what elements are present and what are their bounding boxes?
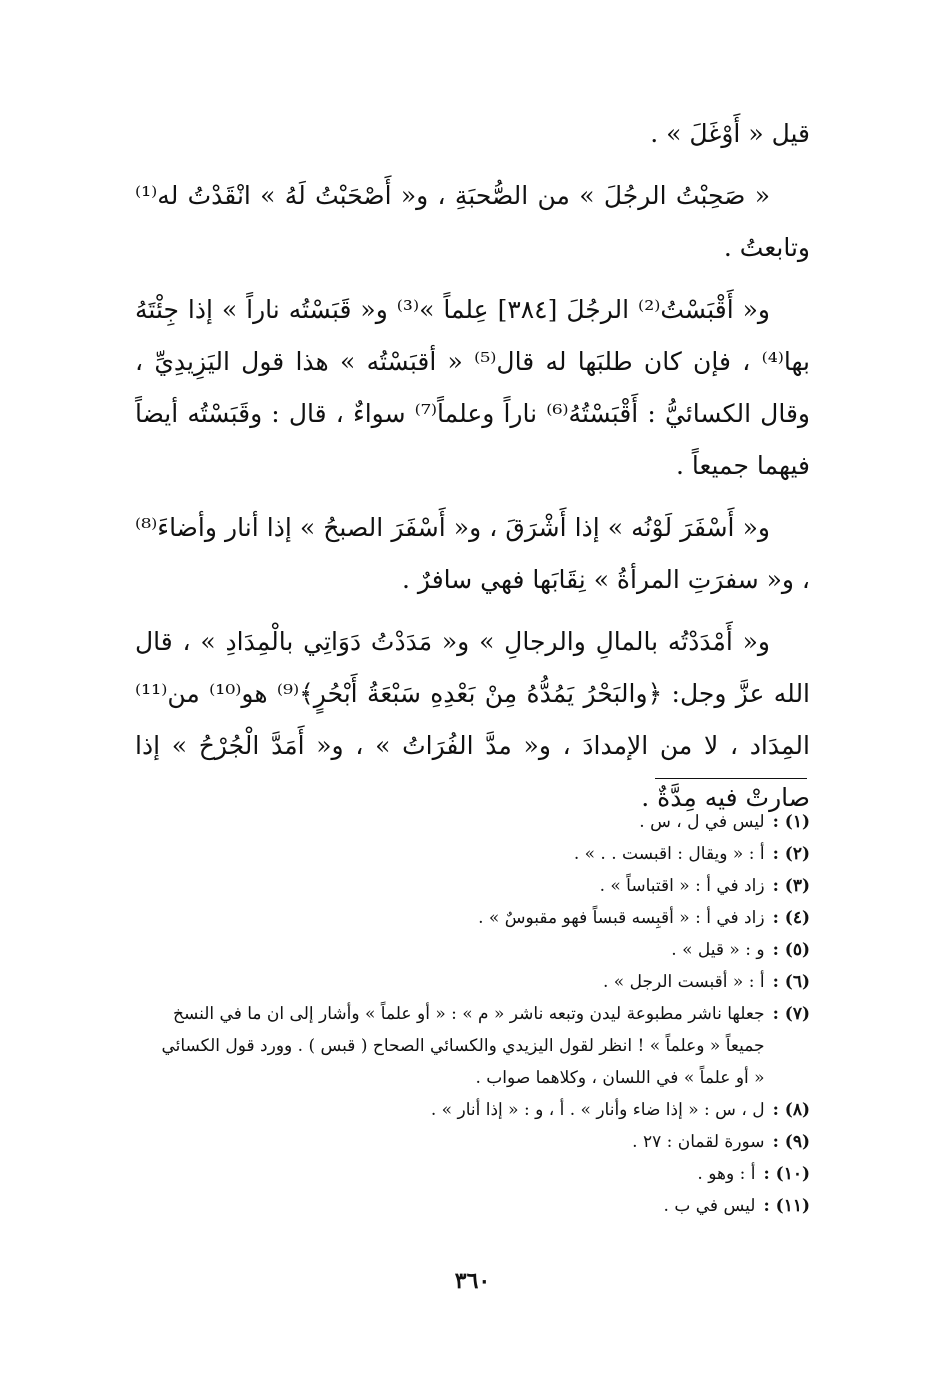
footnote-8 [150,1094,810,1126]
footnote-divider [655,778,807,779]
footnote-7 [150,998,810,1094]
footnote-6 [150,966,810,998]
paragraph-4: و« أَسْفَرَ لَوْنُه » إذا أَشْرَقَ ، و« أَسْفَرَ الصبحُ » إذا أنار وأضاءَ⁽⁸⁾ ، و« سفرَتِ المرأةُ » نِقَابَها فهي سافرٌ . [135,513,810,594]
footnote-number: (١) : [772,812,810,832]
footnote-number: (٩) : [772,1132,810,1152]
footnote-text: ليس في ب . [663,1196,756,1216]
paragraph-3: و« أَقْبَسْتُ⁽²⁾ الرجُلَ [٣٨٤] عِلماً »⁽³⁾ و« قَبَسْتُه ناراً » إذا جِئْتَهُ بها⁽⁴⁾ ، فإن كان طلبَها له قال⁽⁵⁾ « أقبَسْتُه » هذا قول اليَزِيدِيِّ ، وقال الكسائيُّ : أَقْبَسْتُهُ⁽⁶⁾ ناراً وعلماً⁽⁷⁾ سواءٌ ، قال : وقَبَسْتُه أيضاً فيهما جميعاً . [135,295,811,480]
paragraph-5: و« أَمْدَدْتُه بالمالِ والرجالِ » و« مَدَدْتُ دَوَاتِي بالْمِدَادِ » ، قال الله عزَّ وجل: ﴿والبَحْرُ يَمُدُّهُ مِنْ بَعْدِهِ سَبْعَةُ أَبْحُرٍ﴾⁽⁹⁾ هو⁽¹⁰⁾ من⁽¹¹⁾ المِدَاد ، لا من الإمدادَ ، و« مدَّ الفُرَاتُ » ، و« أَمَدَّ الْجُرْحُ » إذا صارتْ فيه مِدَّةٌ . [135,627,811,812]
footnote-number: (٤) : [772,908,810,928]
footnote-text: أ : وهو . [697,1164,756,1184]
footnote-number: (١١) : [763,1196,810,1216]
footnote-number: (١٠) : [763,1164,810,1184]
footnote-text: زاد في أ : « اقتباساً » . [599,876,765,896]
footnote-text: أ : « أقبست الرجل » . [602,972,765,992]
footnote-9 [150,1126,810,1158]
paragraph-1: قيل « أَوْغَلَ » . [650,119,810,148]
footnote-text: ليس في ل ، س . [639,812,765,832]
footnote-text: جعلها ناشر مطبوعة ليدن وتبعه ناشر « م » : « أو علماً » وأشار إلى ان ما في النسخ جميعاً « وعلماً » ! انظر لقول اليزيدي والكسائي الصحاح ( قبس ) . وورد قول الكسائي « أو علماً » في اللسان ، وكلاهما صواب . [161,1004,765,1088]
footnote-number: (٣) : [772,876,810,896]
footnote-10 [150,1158,810,1190]
paragraph-2: « صَحِبْتُ الرجُلَ » من الصُّحبَةِ ، و« أَصْحَبْتُ لَهُ » انْقَدْتُ له⁽¹⁾ وتابعتُ . [135,181,810,262]
footnote-11 [150,1190,810,1222]
footnote-text: ل ، س : « إذا ضاء وأنار » . أ ، و : « إذا أنار » . [430,1100,765,1120]
footnote-number: (٢) : [772,844,810,864]
footnote-number: (٥) : [772,940,810,960]
footnote-number: (٦) : [772,972,810,992]
footnotes [150,806,810,1222]
footnote-text: أ : « ويقال : اقبست . . » . [573,844,765,864]
footnote-2 [150,838,810,870]
main-text [135,108,810,834]
footnote-text: و : « قيل » . [671,940,765,960]
footnote-number: (٧) : [772,1004,810,1024]
footnote-5 [150,934,810,966]
page-number: ٣٦٠ [454,1268,491,1294]
footnote-1 [150,806,810,838]
footnote-text: سورة لقمان : ٢٧ . [632,1132,765,1152]
footnote-3 [150,870,810,902]
footnote-text: زاد في أ : « أقبِسه قبساً فهو مقبوسٌ » . [478,908,765,928]
footnote-number: (٨) : [772,1100,810,1120]
footnote-4 [150,902,810,934]
